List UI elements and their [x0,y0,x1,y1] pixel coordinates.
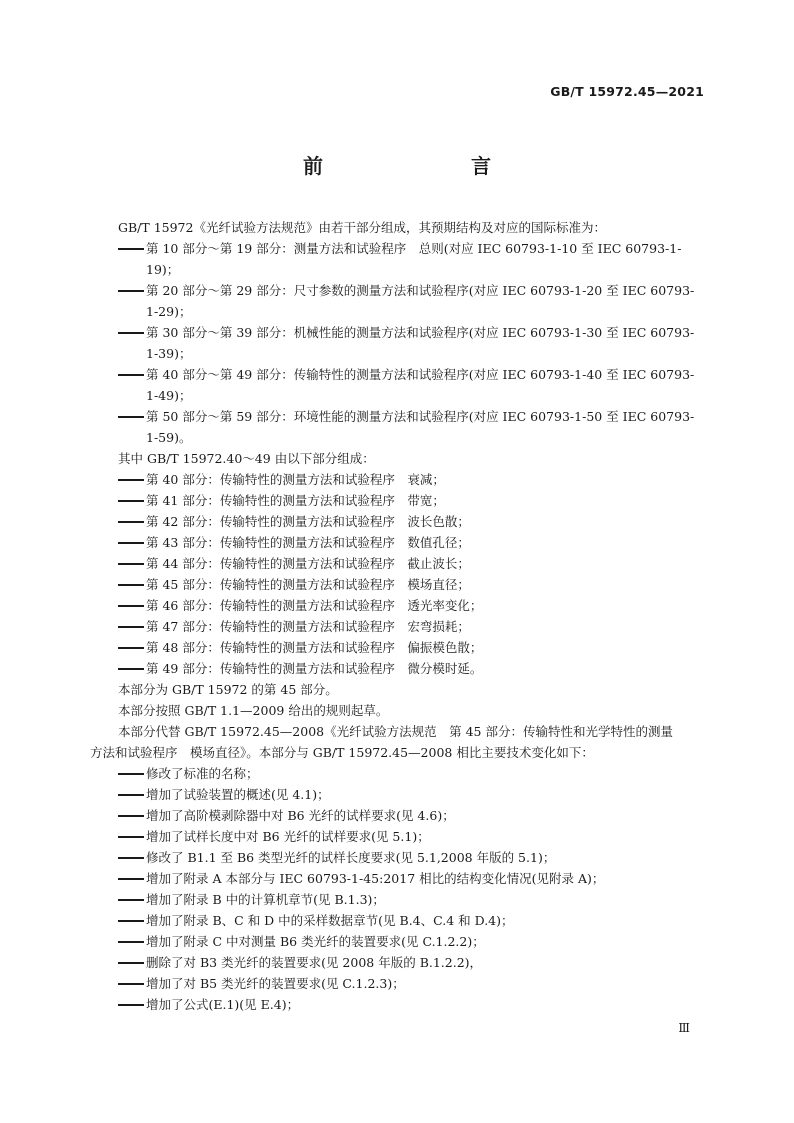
list-item: 第 40 部分：传输特性的测量方法和试验程序 衰减； [118,469,706,490]
intro-paragraph: GB/T 15972《光纤试验方法规范》由若干部分组成，其预期结构及对应的国际标准为： [118,220,606,235]
list-item: 增加了高阶模剥除器中对 B6 光纤的试样要求(见 4.6)； [118,805,706,826]
list-item: 增加了附录 A 本部分与 IEC 60793-1-45:2017 相比的结构变化情况(见附录 A)； [118,868,706,889]
list-item: 修改了 B1.1 至 B6 类型光纤的试样长度要求(见 5.1,2008 年版的 5.1)； [118,847,706,868]
document-body [90,217,706,1015]
changes-list [118,763,706,1015]
standard-code-header: GB/T 15972.45—2021 [550,84,704,99]
list-item: 第 45 部分：传输特性的测量方法和试验程序 模场直径； [118,574,706,595]
page-title: 前 言 [303,154,527,178]
list-item: 第 42 部分：传输特性的测量方法和试验程序 波长色散； [118,511,706,532]
list-item: 第 20 部分～第 29 部分：尺寸参数的测量方法和试验程序(对应 IEC 60793-1-20 至 IEC 60793-1-29)； [118,280,706,322]
list-item: 第 10 部分～第 19 部分：测量方法和试验程序 总则(对应 IEC 60793-1-10 至 IEC 60793-1-19)； [118,238,706,280]
list-item: 第 40 部分～第 49 部分：传输特性的测量方法和试验程序(对应 IEC 60793-1-40 至 IEC 60793-1-49)； [118,364,706,406]
list-item: 增加了对 B5 类光纤的装置要求(见 C.1.2.3)； [118,973,706,994]
list-item: 第 47 部分：传输特性的测量方法和试验程序 宏弯损耗； [118,616,706,637]
page-number: Ⅲ [678,1021,690,1035]
list-item: 第 48 部分：传输特性的测量方法和试验程序 偏振模色散； [118,637,706,658]
list-item: 第 43 部分：传输特性的测量方法和试验程序 数值孔径； [118,532,706,553]
statement-paragraph: 本部分为 GB/T 15972 的第 45 部分。 [118,682,338,697]
replace-paragraph-line2: 方法和试验程序 模场直径》。本部分与 GB/T 15972.45—2008 相比主要技术变化如下： [90,745,594,760]
structure-list [118,238,706,448]
list-item: 第 46 部分：传输特性的测量方法和试验程序 透光率变化； [118,595,706,616]
list-item: 第 50 部分～第 59 部分：环境性能的测量方法和试验程序(对应 IEC 60793-1-50 至 IEC 60793-1-59)。 [118,406,706,448]
list-item: 第 30 部分～第 39 部分：机械性能的测量方法和试验程序(对应 IEC 60793-1-30 至 IEC 60793-1-39)； [118,322,706,364]
replace-paragraph-line1: 本部分代替 GB/T 15972.45—2008《光纤试验方法规范 第 45 部分：传输特性和光学特性的测量 [118,724,673,739]
list-item: 第 49 部分：传输特性的测量方法和试验程序 微分模时延。 [118,658,706,679]
list-item: 第 41 部分：传输特性的测量方法和试验程序 带宽； [118,490,706,511]
list-item: 删除了对 B3 类光纤的装置要求(见 2008 年版的 B.1.2.2)， [118,952,706,973]
list-item: 增加了附录 B、C 和 D 中的采样数据章节(见 B.4、C.4 和 D.4)； [118,910,706,931]
list-item: 增加了试验装置的概述(见 4.1)； [118,784,706,805]
statement-paragraph: 本部分按照 GB/T 1.1—2009 给出的规则起草。 [118,703,389,718]
sub-intro-paragraph: 其中 GB/T 15972.40～49 由以下部分组成： [118,451,375,466]
list-item: 增加了公式(E.1)(见 E.4)； [118,994,706,1015]
parts-list [118,469,706,679]
list-item: 增加了附录 B 中的计算机章节(见 B.1.3)； [118,889,706,910]
list-item: 增加了附录 C 中对测量 B6 类光纤的装置要求(见 C.1.2.2)； [118,931,706,952]
list-item: 增加了试样长度中对 B6 光纤的试样要求(见 5.1)； [118,826,706,847]
list-item: 第 44 部分：传输特性的测量方法和试验程序 截止波长； [118,553,706,574]
list-item: 修改了标准的名称； [118,763,706,784]
